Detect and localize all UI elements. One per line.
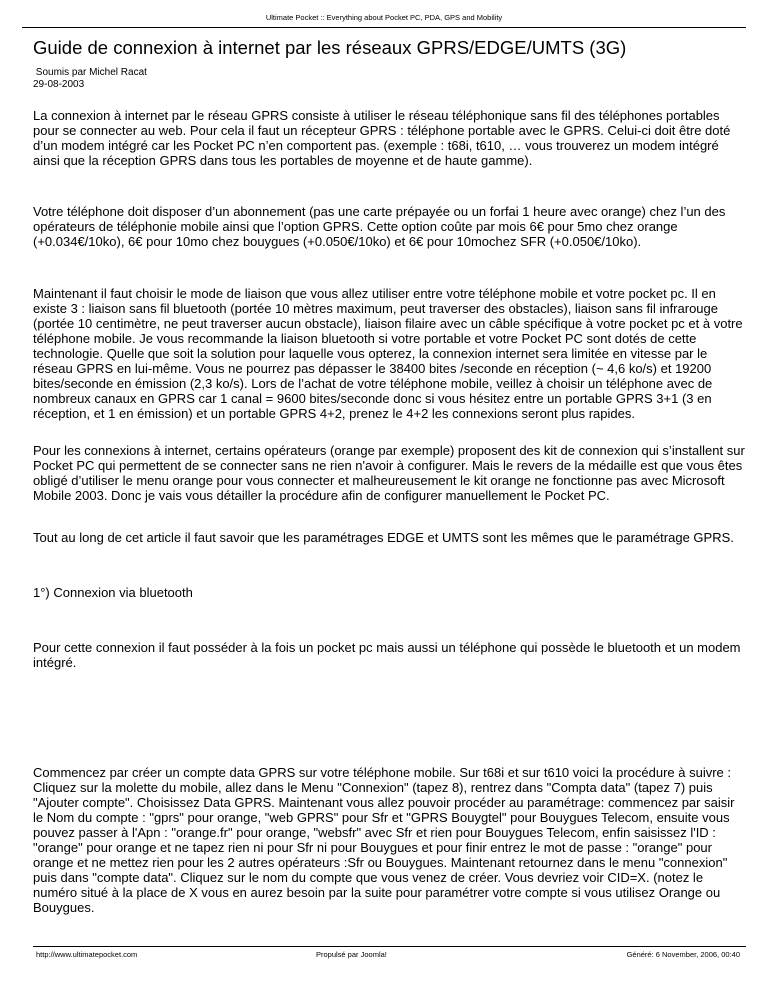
paragraph-gprs-account-setup: Commencez par créer un compte data GPRS sur votre téléphone mobile. Sur t68i et sur t610 voici la procédure à suivre : Cliquez sur la molette du mobile, allez dans le Menu "Connexion" (tapez 8), rentrez dans "Compta data" (tapez 7) puis "Ajouter compte". Choisissez Data GPRS. Maintenant vous allez pouvoir procéder au paramétrage: commencez par saisir le Nom du compte : "gprs" pour orange, "web GPRS" pour Sfr et "GPRS Bouygtel" pour Bouygues Telecom, ensuite vous pouvez passer à l'Apn : "orange.fr" pour orange, "websfr" avec Sfr et rien pour Bouygues Telecom, enfin saisissez l'ID : "orange" pour orange et ne tapez rien ni pour Sfr ni pour Bouygues et pour finir entrez le mot de passe : "orange" pour orange et ne mettez rien pour les 2 autres opérateurs :Sfr ou Bouygues. Maintenant retournez dans le menu "connexion" puis dans "compte data". Cliquez sur le nom du compte que vous venez de créer. Vous devriez voir CID=X. (notez le numéro situé à la place de X vous en aurez besoin par la suite pour paramétrer votre compte si vous utilisez Orange ou Bouygues. [33, 765, 735, 915]
paragraph-edge-umts: Tout au long de cet article il faut savoir que les paramétrages EDGE et UMTS sont les mêmes que le paramétrage GPRS. [33, 530, 734, 545]
paragraph-subscription: Votre téléphone doit disposer d’un abonnement (pas une carte prépayée ou un forfai 1 heure avec orange) chez l’un des opérateurs de téléphonie mobile ainsi que l’option GPRS. Cette option coûte par mois 6€ pour 5mo chez orange (+0.034€/10ko), 6€ pour 10mo chez bouygues (+0.050€/10ko) et 6€ pour 10mochez SFR (+0.050€/10ko). [33, 204, 726, 249]
paragraph-bluetooth-requirements: Pour cette connexion il faut posséder à la fois un pocket pc mais aussi un téléphone qui possède le bluetooth et un modem intégré. [33, 640, 741, 670]
paragraph-operator-kits: Pour les connexions à internet, certains opérateurs (orange par exemple) proposent des kit de connexion qui s’installent sur Pocket PC qui permettent de se connecter sans ne rien n'avoir à configurer. Mais le revers de la médaille est que vous êtes obligé d’utiliser le menu orange pour vous connecter et malheureusement le kit orange ne fonctionne pas avec Microsoft Mobile 2003. Donc je vais vous détailler la procédure afin de configurer manuellement le Pocket PC. [33, 443, 745, 503]
header-rule [22, 27, 746, 28]
section-heading-bluetooth: 1°) Connexion via bluetooth [33, 585, 193, 600]
footer-generated-date: Généré: 6 November, 2006, 00:40 [626, 950, 740, 959]
article-date: 29-08-2003 [33, 79, 85, 90]
footer-rule [33, 946, 746, 947]
running-head: Ultimate Pocket :: Everything about Pocket PC, PDA, GPS and Mobility [265, 13, 503, 22]
paragraph-connection-mode: Maintenant il faut choisir le mode de liaison que vous allez utiliser entre votre téléphone mobile et votre pocket pc. Il en existe 3 : liaison sans fil bluetooth (portée 10 mètres maximum, peut traverser des obstacles), liaison sans fil infrarouge (portée 10 centimètre, ne peut traverser aucun obstacle), liaison filaire avec un câble spécifique à votre pocket pc et à votre téléphone mobile. Je vous recommande la liaison bluetooth si votre portable et votre Pocket PC sont dotés de cette technologie. Quelle que soit la solution pour laquelle vous opterez, la connexion internet sera limitée en vitesse par le réseau GPRS en lui-même. Vous ne pourrez pas dépasser le 38400 bites /seconde en réception (~ 4,6 ko/s) et 19200 bites/seconde en émission (2,3 ko/s). Lors de l’achat de votre téléphone mobile, veillez à choisir un téléphone avec de nombreux canaux en GPRS car 1 canal = 9600 bites/seconde donc si vous hésitez entre un portable GPRS 3+1 (3 en réception, et 1 en émission) et un portable GPRS 4+2, prenez le 4+2 les connexions seront plus rapides. [33, 286, 743, 421]
footer-url: http://www.ultimatepocket.com [36, 950, 138, 959]
article-author: Soumis par Michel Racat [33, 67, 147, 78]
paragraph-intro: La connexion à internet par le réseau GPRS consiste à utiliser le réseau téléphonique sans fil des téléphones portables pour se connecter au web. Pour cela il faut un récepteur GPRS : téléphone portable avec le GPRS. Celui-ci doit être doté d’un modem intégré car les Pocket PC n’en comportent pas. (exemple : t68i, t610, … vous trouverez un modem intégré ainsi que la réception GPRS dans tous les portables de moyenne et de haute gamme). [33, 108, 731, 168]
footer-powered-by: Propulsé par Joomla! [316, 950, 387, 959]
article-title: Guide de connexion à internet par les réseaux GPRS/EDGE/UMTS (3G) [33, 37, 627, 58]
